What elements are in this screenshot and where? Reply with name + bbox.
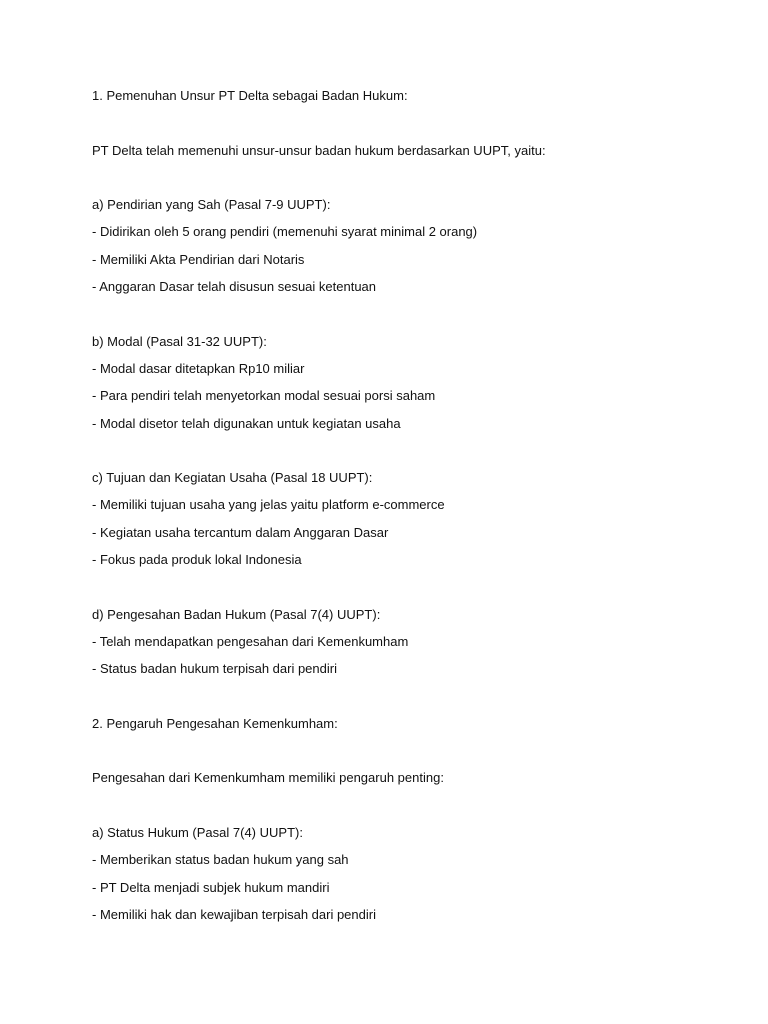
bullet-item: - Status badan hukum terpisah dari pendiri [92,661,337,677]
paragraph-intro-2: Pengesahan dari Kemenkumham memiliki pengaruh penting: [92,770,444,786]
bullet-item: - Modal disetor telah digunakan untuk kegiatan usaha [92,415,401,431]
blank-line [92,441,732,468]
bullet-item: - Memiliki Akta Pendirian dari Notaris [92,251,305,267]
blank-line [92,304,732,331]
document-body [92,86,732,932]
section-heading-2: 2. Pengaruh Pengesahan Kemenkumham: [92,715,338,731]
blank-line [92,741,732,768]
subheading-c-tujuan: c) Tujuan dan Kegiatan Usaha (Pasal 18 UUPT): [92,470,373,486]
section-heading-1: 1. Pemenuhan Unsur PT Delta sebagai Badan Hukum: [92,88,408,103]
bullet-item: - Didirikan oleh 5 orang pendiri (memenuhi syarat minimal 2 orang) [92,224,478,240]
bullet-item: - Memiliki tujuan usaha yang jelas yaitu platform e-commerce [92,497,445,513]
bullet-item: - Telah mendapatkan pengesahan dari Kemenkumham [92,633,409,649]
bullet-item: - Fokus pada produk lokal Indonesia [92,552,302,568]
blank-line [92,168,732,195]
subheading-d-pengesahan: d) Pengesahan Badan Hukum (Pasal 7(4) UUPT): [92,606,381,622]
bullet-item: - Modal dasar ditetapkan Rp10 miliar [92,360,305,376]
bullet-item: - Kegiatan usaha tercantum dalam Anggaran Dasar [92,524,389,540]
bullet-item: - Anggaran Dasar telah disusun sesuai ketentuan [92,279,377,295]
blank-line [92,687,732,714]
paragraph-intro-1: PT Delta telah memenuhi unsur-unsur badan hukum berdasarkan UUPT, yaitu: [92,142,546,158]
blank-line [92,113,732,140]
bullet-item: - Para pendiri telah menyetorkan modal sesuai porsi saham [92,388,436,404]
subheading-a-status-hukum: a) Status Hukum (Pasal 7(4) UUPT): [92,825,303,841]
blank-line [92,577,732,604]
subheading-b-modal: b) Modal (Pasal 31-32 UUPT): [92,333,267,349]
subheading-a-pendirian: a) Pendirian yang Sah (Pasal 7-9 UUPT): [92,197,331,213]
bullet-item: - PT Delta menjadi subjek hukum mandiri [92,879,330,895]
bullet-item: - Memiliki hak dan kewajiban terpisah dari pendiri [92,906,376,922]
bullet-item: - Memberikan status badan hukum yang sah [92,852,349,868]
blank-line [92,796,732,823]
